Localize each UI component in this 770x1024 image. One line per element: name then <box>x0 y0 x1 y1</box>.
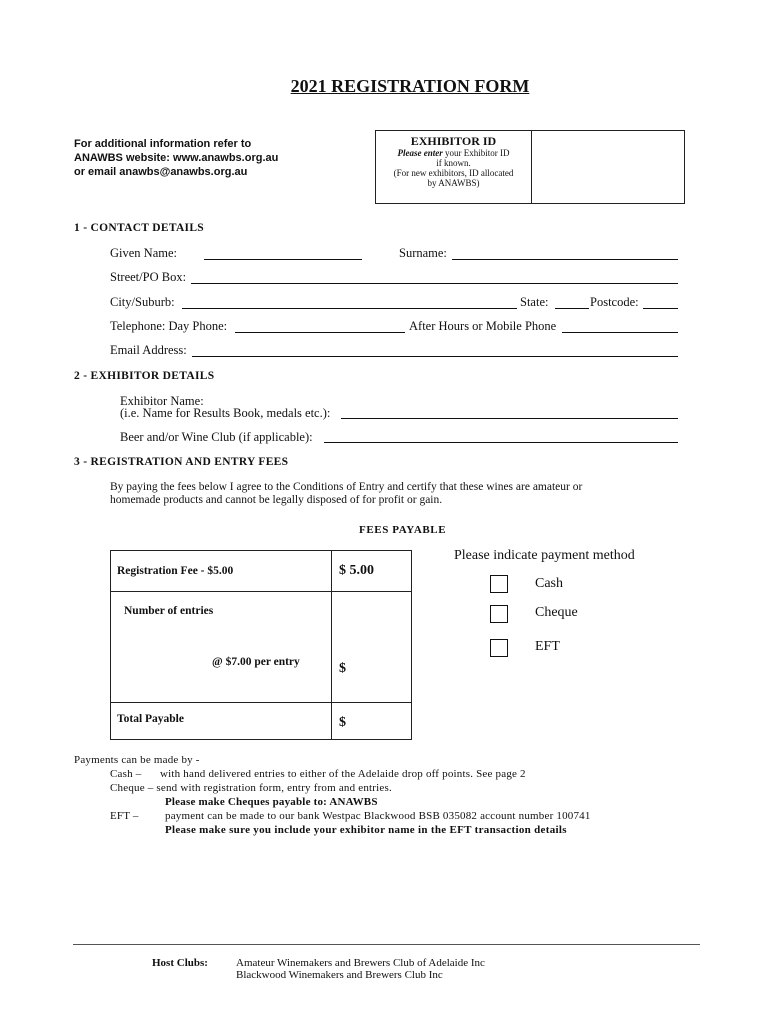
exhibitor-heading: 2 - EXHIBITOR DETAILS <box>74 370 215 382</box>
info-line-3: or email anawbs@anawbs.org.au <box>74 166 248 178</box>
exhibitor-id-divider <box>531 130 532 204</box>
per-entry-value: $ <box>339 661 346 676</box>
state-label: State: <box>520 295 549 309</box>
payments-eft-text: payment can be made to our bank Westpac Blackwood BSB 035082 account number 100741 <box>165 810 591 822</box>
after-hours-field[interactable] <box>562 332 678 333</box>
city-label: City/Suburb: <box>110 295 175 309</box>
fees-table-row-divider-2 <box>110 702 412 703</box>
info-line-2: ANAWBS website: www.anawbs.org.au <box>74 152 279 164</box>
info-block <box>74 137 278 179</box>
payments-cash-text: with hand delivered entries to either of the Adelaide drop off points. See page 2 <box>160 768 526 780</box>
fees-table-row-divider-1 <box>110 591 412 592</box>
eft-label: EFT <box>535 639 560 654</box>
exhibitor-id-heading: EXHIBITOR ID <box>410 134 497 148</box>
payment-method-heading: Please indicate payment method <box>454 548 635 563</box>
title-container <box>0 76 620 97</box>
club-field[interactable] <box>324 442 678 443</box>
exhibitor-id-label-block <box>376 136 531 188</box>
payments-eft-key: EFT – <box>110 810 139 822</box>
given-name-label: Given Name: <box>110 246 177 260</box>
registration-fee-value: $ 5.00 <box>339 563 374 578</box>
postcode-field[interactable] <box>643 308 678 309</box>
postcode-label: Postcode: <box>590 295 639 309</box>
exhibitor-id-note-rest: your Exhibitor ID <box>442 148 510 158</box>
day-phone-field[interactable] <box>235 332 405 333</box>
exhibitor-id-note-4: by ANAWBS) <box>427 178 480 188</box>
exhibitor-id-note-2: if known. <box>436 158 471 168</box>
payments-cheque-payable: Please make Cheques payable to: ANAWBS <box>165 796 378 808</box>
street-field[interactable] <box>191 283 678 284</box>
payments-cheque-text: Cheque – send with registration form, entry from and entries. <box>110 782 392 794</box>
surname-label: Surname: <box>399 246 447 260</box>
day-phone-label: Telephone: Day Phone: <box>110 319 228 333</box>
fees-heading: FEES PAYABLE <box>359 524 447 536</box>
payments-intro: Payments can be made by - <box>74 754 200 766</box>
exhibitor-id-input[interactable] <box>534 133 680 199</box>
footer-divider <box>73 944 700 945</box>
exhibitor-name-sub: (i.e. Name for Results Book, medals etc.): <box>120 406 331 420</box>
entries-label: Number of entries <box>124 605 214 617</box>
exhibitor-id-note-3: (For new exhibitors, ID allocated <box>393 168 514 178</box>
eft-checkbox[interactable] <box>490 639 508 657</box>
footer-label: Host Clubs: <box>152 957 208 969</box>
street-label: Street/PO Box: <box>110 270 187 284</box>
footer-club-1: Amateur Winemakers and Brewers Club of Adelaide Inc <box>236 957 485 969</box>
entries-input[interactable] <box>334 594 408 634</box>
info-line-1: For additional information refer to <box>74 138 252 150</box>
registration-paragraph <box>110 481 582 507</box>
registration-heading: 3 - REGISTRATION AND ENTRY FEES <box>74 456 289 468</box>
state-field[interactable] <box>555 308 589 309</box>
city-field[interactable] <box>182 308 517 309</box>
contact-heading: 1 - CONTACT DETAILS <box>74 222 204 234</box>
surname-field[interactable] <box>452 259 678 260</box>
cash-checkbox[interactable] <box>490 575 508 593</box>
cash-label: Cash <box>535 576 563 591</box>
given-name-field[interactable] <box>204 259 362 260</box>
footer-club-2: Blackwood Winemakers and Brewers Club Inc <box>236 969 443 981</box>
email-label: Email Address: <box>110 343 187 357</box>
registration-fee-label: Registration Fee - $5.00 <box>117 565 234 577</box>
cheque-label: Cheque <box>535 605 578 620</box>
registration-para-1: By paying the fees below I agree to the Conditions of Entry and certify that these wines are amateur or <box>110 481 583 493</box>
exhibitor-name-field[interactable] <box>341 418 678 419</box>
exhibitor-id-note-em: Please enter <box>397 148 443 158</box>
payments-eft-note: Please make sure you include your exhibitor name in the EFT transaction details <box>165 824 567 836</box>
total-label: Total Payable <box>117 713 184 725</box>
payments-cash-key: Cash – <box>110 768 142 780</box>
page-title: 2021 REGISTRATION FORM <box>290 76 530 96</box>
total-value: $ <box>339 715 346 730</box>
fees-table-column-divider <box>331 550 332 740</box>
per-entry-label: @ $7.00 per entry <box>212 656 300 668</box>
email-field[interactable] <box>192 356 678 357</box>
exhibitor-name-label: Exhibitor Name: <box>120 394 204 408</box>
cheque-checkbox[interactable] <box>490 605 508 623</box>
club-label: Beer and/or Wine Club (if applicable): <box>120 430 313 444</box>
registration-para-2: homemade products and cannot be legally disposed of for profit or gain. <box>110 494 443 506</box>
after-hours-label: After Hours or Mobile Phone <box>409 319 557 333</box>
